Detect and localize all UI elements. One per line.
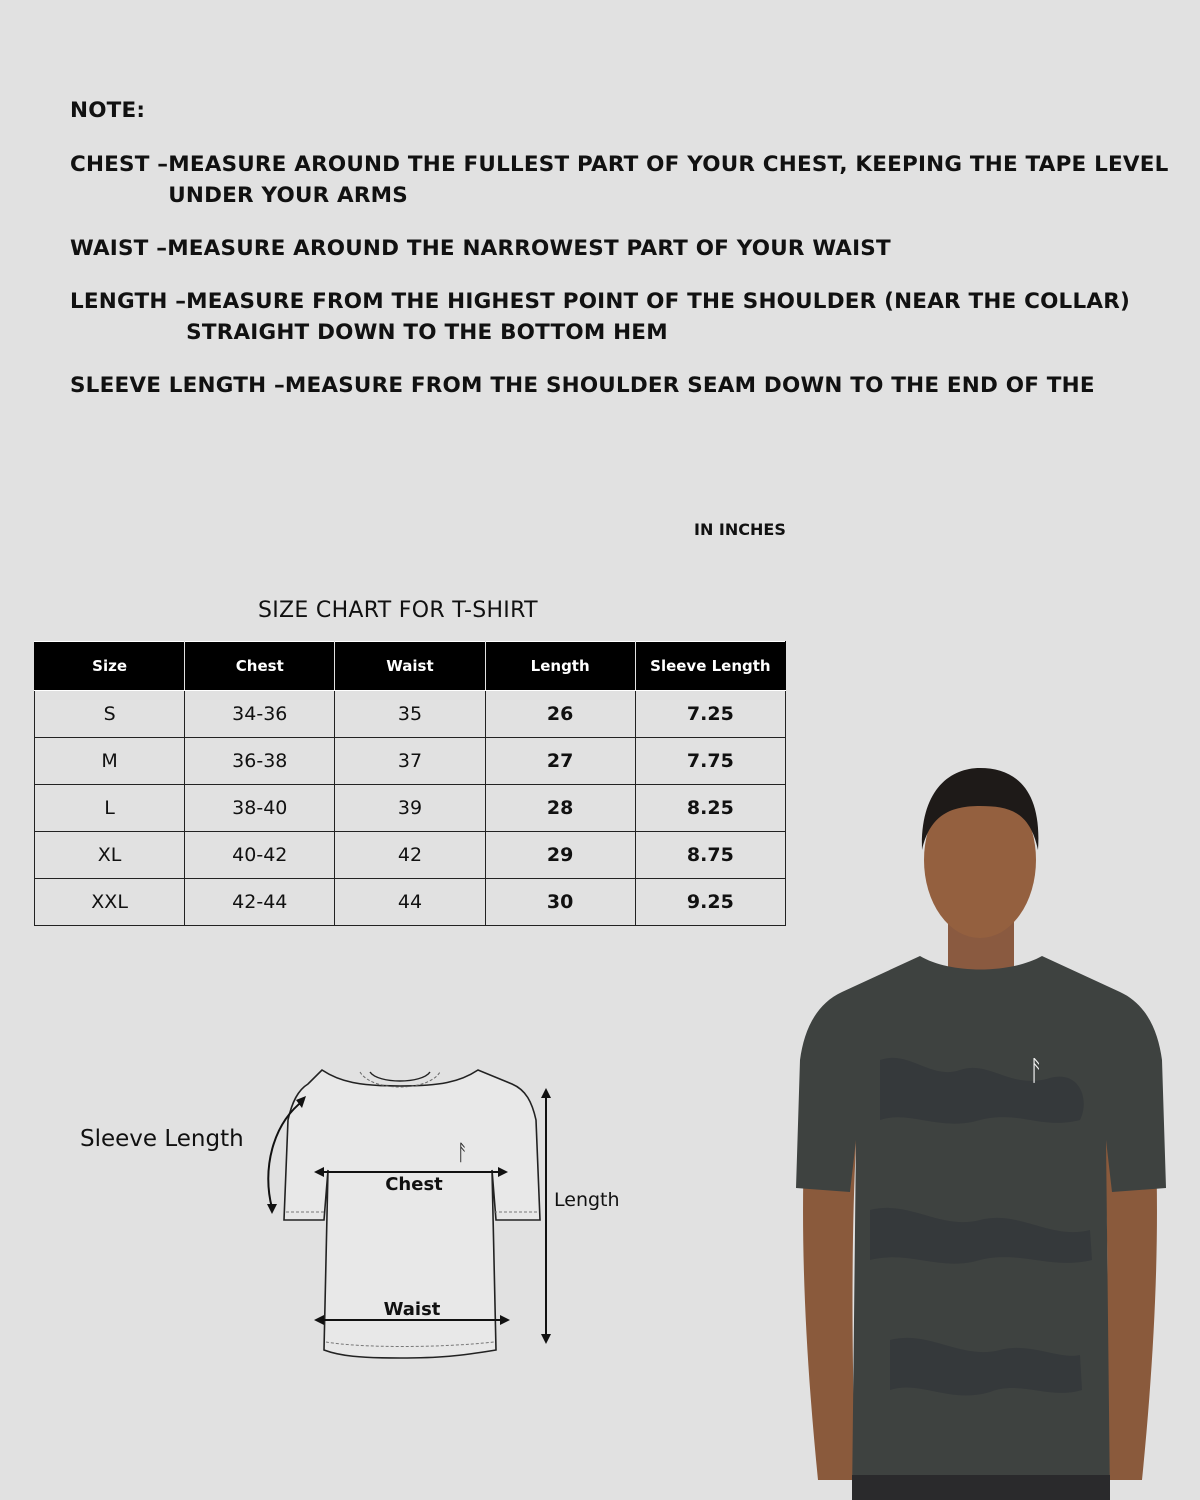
chest-label: Chest (385, 1174, 443, 1195)
cell-chest: 36-38 (185, 738, 335, 785)
note-sleeve-length (70, 370, 1180, 401)
waist-label: Waist (383, 1299, 441, 1320)
note-description: MEASURE FROM THE HIGHEST POINT OF THE SHOULDER (NEAR THE COLLAR) STRAIGHT DOWN TO THE BOTTOM HEM (186, 289, 1130, 345)
cell-chest: 40-42 (185, 832, 335, 879)
measurement-notes (70, 98, 1180, 423)
table-row (35, 738, 786, 785)
cell-waist: 39 (335, 785, 485, 832)
model-photo (780, 760, 1180, 1500)
table-row (35, 691, 786, 738)
tshirt-logo-mark: ᚨ (1028, 1054, 1045, 1087)
waist-arrow-head-right (500, 1315, 510, 1325)
cell-size: XL (35, 832, 185, 879)
brand-logo-mark: ᚨ (456, 1141, 470, 1166)
waist-arrow-head-left (314, 1315, 324, 1325)
cell-size: L (35, 785, 185, 832)
note-waist (70, 233, 1180, 264)
cell-chest: 38-40 (185, 785, 335, 832)
table-header-row (35, 642, 786, 691)
column-header-chest: Chest (185, 642, 335, 691)
cell-size: S (35, 691, 185, 738)
table-row (35, 879, 786, 926)
column-header-length: Length (485, 642, 635, 691)
note-term: LENGTH – (70, 289, 187, 314)
note-term: CHEST – (70, 152, 169, 177)
cell-length: 26 (485, 691, 635, 738)
column-header-size: Size (35, 642, 185, 691)
cell-length: 30 (485, 879, 635, 926)
table-row (35, 832, 786, 879)
cell-length: 29 (485, 832, 635, 879)
cell-sleeve-length: 7.75 (635, 738, 785, 785)
cell-waist: 42 (335, 832, 485, 879)
note-description: MEASURE AROUND THE NARROWEST PART OF YOUR WAIST (167, 236, 891, 261)
note-length (70, 286, 1180, 348)
size-chart-title: SIZE CHART FOR T-SHIRT (258, 598, 538, 623)
note-term: SLEEVE LENGTH – (70, 373, 285, 398)
note-chest (70, 149, 1180, 211)
notes-heading: NOTE: (70, 98, 146, 123)
cell-size: M (35, 738, 185, 785)
cell-length: 28 (485, 785, 635, 832)
unit-label: IN INCHES (694, 520, 786, 539)
cell-chest: 42-44 (185, 879, 335, 926)
column-header-waist: Waist (335, 642, 485, 691)
cell-sleeve-length: 7.25 (635, 691, 785, 738)
cell-size: XXL (35, 879, 185, 926)
cell-chest: 34-36 (185, 691, 335, 738)
sleeve-length-label: Sleeve Length (80, 1126, 244, 1152)
cell-sleeve-length: 8.75 (635, 832, 785, 879)
tshirt-collar (370, 1072, 430, 1081)
cell-waist: 44 (335, 879, 485, 926)
cell-waist: 37 (335, 738, 485, 785)
model-pants (852, 1475, 1110, 1500)
length-label: Length (554, 1189, 620, 1211)
length-arrow-head-bottom (541, 1334, 551, 1344)
sleeve-arrow-head-bottom (267, 1204, 277, 1214)
note-term: WAIST – (70, 236, 168, 261)
cell-sleeve-length: 8.25 (635, 785, 785, 832)
note-description: MEASURE AROUND THE FULLEST PART OF YOUR CHEST, KEEPING THE TAPE LEVEL UNDER YOUR ARMS (168, 152, 1169, 208)
cell-waist: 35 (335, 691, 485, 738)
tshirt-measurement-diagram (60, 1060, 660, 1380)
note-description: MEASURE FROM THE SHOULDER SEAM DOWN TO THE END OF THE (284, 373, 1095, 398)
size-chart-table (34, 641, 786, 926)
column-header-sleeve-length: Sleeve Length (635, 642, 785, 691)
table-row (35, 785, 786, 832)
length-arrow-head-top (541, 1088, 551, 1098)
cell-sleeve-length: 9.25 (635, 879, 785, 926)
cell-length: 27 (485, 738, 635, 785)
